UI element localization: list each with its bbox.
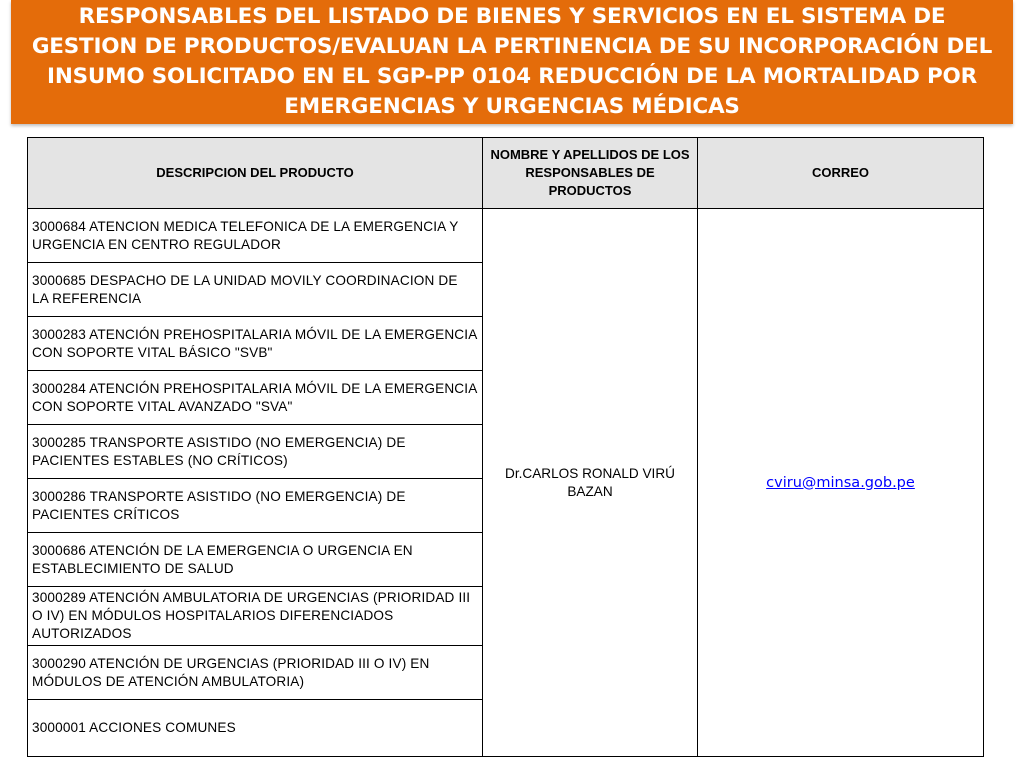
responsible-name: Dr.CARLOS RONALD VIRÚ BAZAN — [483, 209, 698, 757]
product-description: 3000284 ATENCIÓN PREHOSPITALARIA MÓVIL DE LA EMERGENCIA CON SOPORTE VITAL AVANZADO "SVA" — [28, 371, 483, 425]
product-description: 3000283 ATENCIÓN PREHOSPITALARIA MÓVIL DE LA EMERGENCIA CON SOPORTE VITAL BÁSICO "SVB" — [28, 317, 483, 371]
column-header-responsible: NOMBRE Y APELLIDOS DE LOS RESPONSABLES DE PRODUCTOS — [483, 138, 698, 209]
product-description: 3000290 ATENCIÓN DE URGENCIAS (PRIORIDAD III O IV) EN MÓDULOS DE ATENCIÓN AMBULATORIA) — [28, 646, 483, 700]
product-description: 3000001 ACCIONES COMUNES — [28, 700, 483, 757]
product-description: 3000289 ATENCIÓN AMBULATORIA DE URGENCIAS (PRIORIDAD III O IV) EN MÓDULOS HOSPITALARIOS DIFERENCIADOS AUTORIZADOS — [28, 587, 483, 646]
product-description: 3000285 TRANSPORTE ASISTIDO (NO EMERGENCIA) DE PACIENTES ESTABLES (NO CRÍTICOS) — [28, 425, 483, 479]
product-description: 3000684 ATENCION MEDICA TELEFONICA DE LA EMERGENCIA Y URGENCIA EN CENTRO REGULADOR — [28, 209, 483, 263]
product-description: 3000685 DESPACHO DE LA UNIDAD MOVILY COORDINACION DE LA REFERENCIA — [28, 263, 483, 317]
product-description: 3000686 ATENCIÓN DE LA EMERGENCIA O URGENCIA EN ESTABLECIMIENTO DE SALUD — [28, 533, 483, 587]
email-link[interactable]: cviru@minsa.gob.pe — [766, 474, 915, 491]
product-description: 3000286 TRANSPORTE ASISTIDO (NO EMERGENCIA) DE PACIENTES CRÍTICOS — [28, 479, 483, 533]
table-header-row — [28, 138, 984, 209]
column-header-email: CORREO — [698, 138, 984, 209]
products-table — [27, 137, 984, 757]
column-header-description: DESCRIPCION DEL PRODUCTO — [28, 138, 483, 209]
table-row — [28, 209, 984, 263]
page-title: RESPONSABLES DEL LISTADO DE BIENES Y SERVICIOS EN EL SISTEMA DE GESTION DE PRODUCTOS/EVALUAN LA PERTINENCIA DE SU INCORPORACIÓN DEL INSUMO SOLICITADO EN EL SGP-PP 0104 REDUCCIÓN DE LA MORTALIDAD POR EMERGENCIAS Y URGENCIAS MÉDICAS — [31, 4, 993, 119]
title-banner — [11, 0, 1013, 124]
email-cell — [698, 209, 984, 757]
